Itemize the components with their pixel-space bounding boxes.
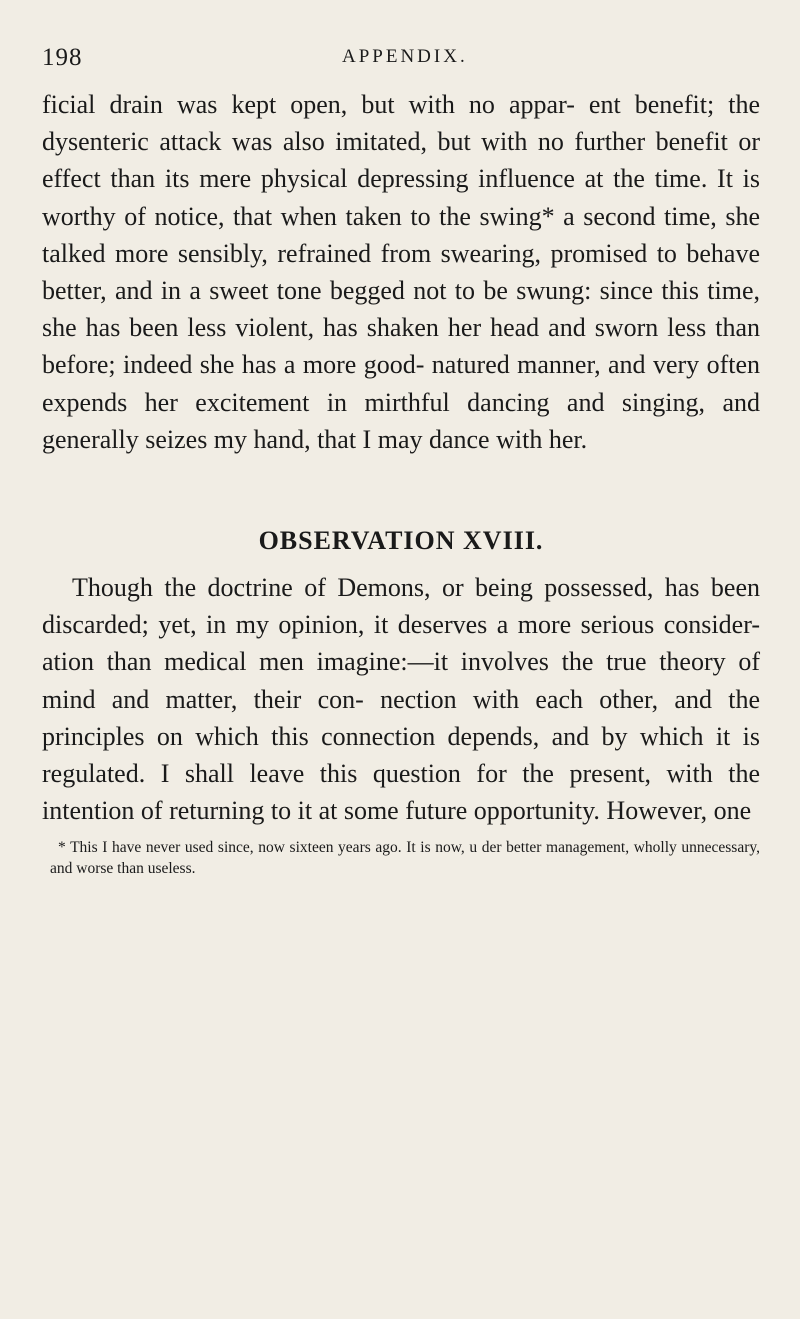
page-number: 198 xyxy=(42,44,83,71)
footnote: * This I have never used since, now sixteen years ago. It is now, u der better management, wholly unnecessary, and worse than useless. xyxy=(50,839,760,878)
book-page xyxy=(42,44,760,895)
running-head: APPENDIX. xyxy=(342,46,468,67)
section-heading: OBSERVATION XVIII. xyxy=(258,526,544,556)
body-paragraph-continued: ficial drain was kept open, but with no appar- ent benefit; the dysenteric attack was also imitated, but with no further benefit or effect than its mere physical depressing influence at the time. It is worthy of notice, that when taken to the swing* a second time, she talked more sensibly, refrained from swearing, promised to behave better, and in a sweet tone begged not to be swung: since this time, she has been less violent, has shaken her head and sworn less than before; indeed she has a more good- natured manner, and very often expends her excitement in mirthful dancing and singing, and generally seizes my hand, that I may dance with her. xyxy=(42,90,760,454)
page-header xyxy=(42,44,760,84)
body-paragraph: Though the doctrine of Demons, or being possessed, has been discarded; yet, in my opinion, it deserves a more serious consider- ation than medical men imagine:—it involves the true theory of mind and matter, their con- nection with each other, and the principles on which this connection depends, and by which it is regulated. I shall leave this question for the present, with the intention of returning to it at some future opportunity. However, one xyxy=(42,573,760,826)
